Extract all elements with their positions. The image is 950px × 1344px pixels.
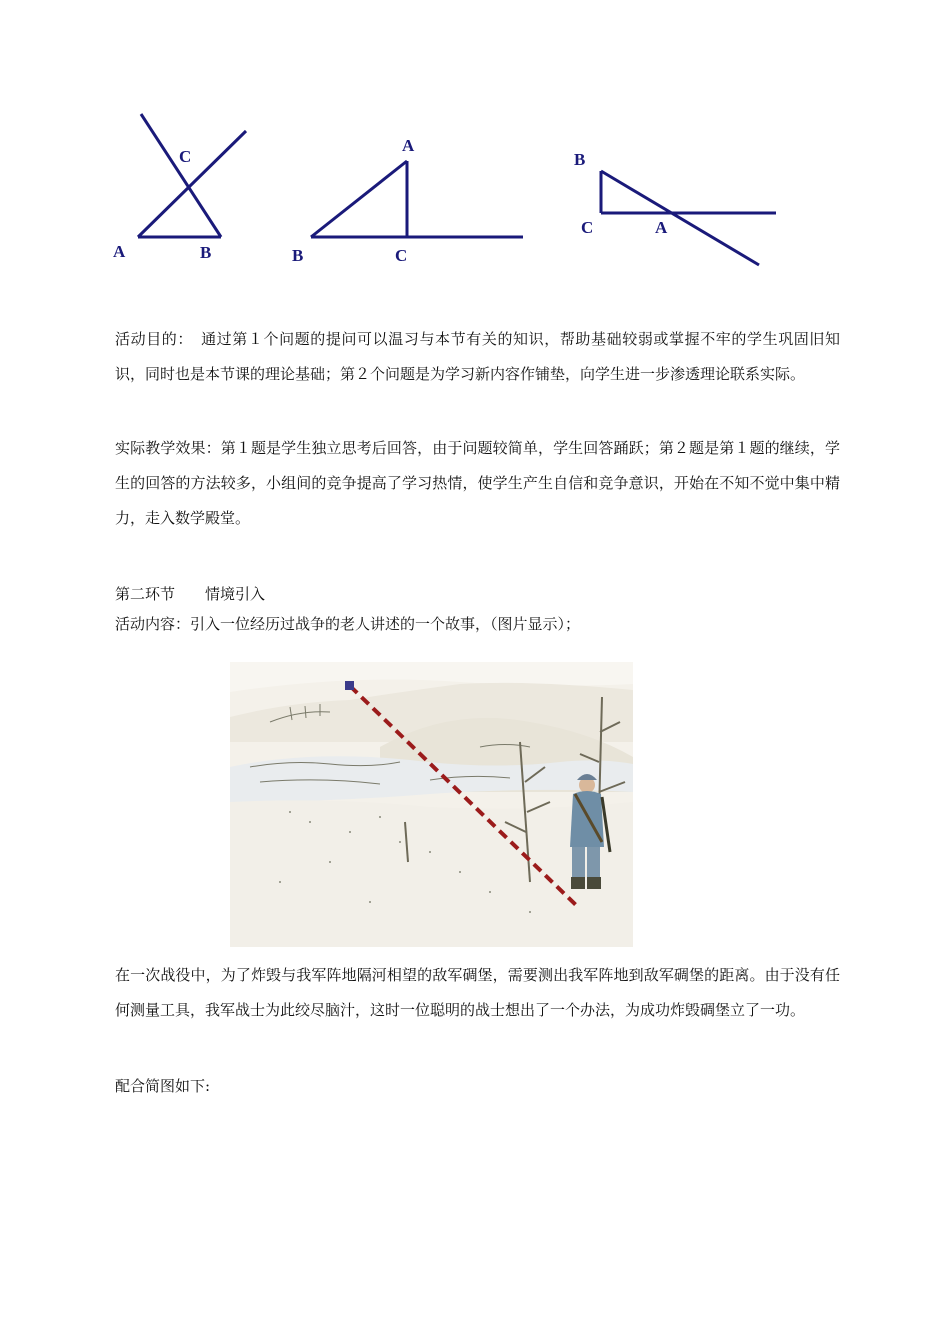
war-story-paragraph: 在一次战役中，为了炸毁与我军阵地隔河相望的敌军碉堡，需要测出我军阵地到敌军碉堡的距离。由于没有任何测量工具，我军战士为此绞尽脑汁，这时一位聪明的战士想出了一个办法，为成功炸毁碉堡立了一功。 [115, 966, 840, 1019]
fig1-line-bc-extended [141, 114, 221, 237]
fig3-label-a: A [655, 218, 668, 237]
triangle-figure-1 [0, 0, 950, 300]
fig2-label-a: A [402, 136, 415, 155]
war-story-illustration [230, 662, 633, 947]
fig2-label-b: B [292, 246, 304, 265]
section-2-title: 第二环节 情境引入 [115, 585, 266, 603]
sketch-intro-line: 配合简图如下: [115, 1077, 211, 1095]
fig1-line-ac-extended [138, 131, 246, 237]
activity-purpose-paragraph: 活动目的： 通过第１个问题的提问可以温习与本节有关的知识，帮助基础较弱或掌握不牢的学生巩固旧知识，同时也是本节课的理论基础；第２个问题是为学习新内容作铺垫，向学生进一步渗透理论联系实际。 [115, 330, 840, 383]
fig3-label-c: C [581, 218, 594, 237]
fig3-label-b: B [574, 150, 586, 169]
fig1-label-c: C [179, 147, 192, 166]
fig1-label-a: A [113, 242, 126, 261]
fig2-label-c: C [395, 246, 408, 265]
fig3-line-ba-extended [601, 171, 759, 265]
fig1-label-b: B [200, 243, 212, 262]
fig2-line-ab [311, 161, 407, 237]
teaching-effect-paragraph: 实际教学效果：第１题是学生独立思考后回答，由于问题较简单，学生回答踊跃；第２题是第１题的继续，学生的回答的方法较多，小组间的竞争提高了学习热情，使学生产生自信和竞争意识，开始在不知不觉中集中精力，走入数学殿堂。 [115, 439, 840, 527]
section-2-activity-content: 活动内容：引入一位经历过战争的老人讲述的一个故事，（图片显示）； [115, 615, 581, 633]
